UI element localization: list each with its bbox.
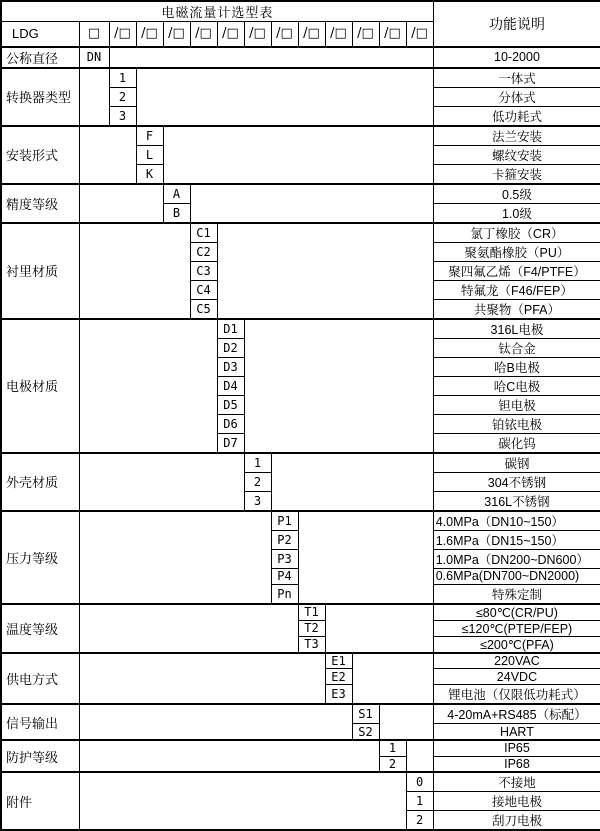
- model-prefix: LDG: [1, 22, 79, 47]
- desc-cell: ≤120℃(PTEP/FEP): [433, 620, 600, 636]
- desc-cell: IP65: [433, 740, 600, 756]
- model-box: /□: [298, 22, 325, 47]
- spacer-cell: [79, 740, 379, 772]
- spacer-cell: [325, 604, 433, 653]
- desc-cell: 刮刀电极: [433, 811, 600, 831]
- code-cell: P2: [271, 530, 298, 549]
- desc-cell: 4.0MPa（DN10~150）: [433, 511, 600, 531]
- code-cell: K: [136, 164, 163, 184]
- code-cell: Pn: [271, 584, 298, 604]
- code-cell: 1: [379, 740, 406, 756]
- desc-cell: 分体式: [433, 87, 600, 106]
- model-box: /□: [217, 22, 244, 47]
- desc-cell: 不接地: [433, 772, 600, 792]
- desc-cell: 316L不锈钢: [433, 491, 600, 511]
- code-cell: 2: [244, 472, 271, 491]
- code-cell: 1: [406, 792, 433, 811]
- desc-cell: 碳钢: [433, 453, 600, 473]
- category-label-power: 供电方式: [1, 653, 79, 705]
- spacer-cell: [79, 511, 271, 604]
- code-cell: C3: [190, 261, 217, 280]
- desc-cell: HART: [433, 724, 600, 740]
- desc-cell: 钛合金: [433, 338, 600, 357]
- code-cell: L: [136, 145, 163, 164]
- code-cell: F: [136, 126, 163, 146]
- desc-cell: 1.0MPa（DN200~DN600）: [433, 549, 600, 568]
- category-label-accessories: 附件: [1, 772, 79, 830]
- spacer-cell: [244, 319, 433, 453]
- code-cell: D3: [217, 357, 244, 376]
- function-desc-header: 功能说明: [433, 1, 600, 47]
- model-box: /□: [406, 22, 433, 47]
- code-cell: 0: [406, 772, 433, 792]
- category-label-accuracy: 精度等级: [1, 184, 79, 223]
- desc-cell: 接地电极: [433, 792, 600, 811]
- desc-cell: 特氟龙（F46/FEP）: [433, 280, 600, 299]
- code-cell: 1: [109, 68, 136, 88]
- code-cell: D4: [217, 376, 244, 395]
- desc-cell: 0.6MPa(DN700~DN2000): [433, 568, 600, 584]
- desc-cell: 螺纹安装: [433, 145, 600, 164]
- category-label-pressure: 压力等级: [1, 511, 79, 604]
- code-cell: D5: [217, 395, 244, 414]
- model-box: /□: [325, 22, 352, 47]
- code-cell: C2: [190, 242, 217, 261]
- desc-cell: 法兰安装: [433, 126, 600, 146]
- desc-cell: 哈C电极: [433, 376, 600, 395]
- spacer-cell: [79, 319, 217, 453]
- spacer-cell: [79, 604, 298, 653]
- category-label-diameter: 公称直径: [1, 47, 79, 68]
- spacer-cell: [136, 68, 433, 126]
- spacer-cell: [79, 68, 109, 126]
- code-cell: E1: [325, 653, 352, 669]
- spacer-cell: [79, 126, 136, 184]
- spacer-cell: [79, 653, 325, 705]
- category-label-temperature: 温度等级: [1, 604, 79, 653]
- spacer-cell: [163, 126, 433, 184]
- model-box: /□: [271, 22, 298, 47]
- code-cell: P3: [271, 549, 298, 568]
- model-box: □: [79, 22, 109, 47]
- desc-cell: 一体式: [433, 68, 600, 88]
- code-cell: S1: [352, 704, 379, 724]
- model-box: /□: [163, 22, 190, 47]
- code-cell: 2: [109, 87, 136, 106]
- spacer-cell: [79, 772, 406, 830]
- code-cell: P4: [271, 568, 298, 584]
- desc-cell: 220VAC: [433, 653, 600, 669]
- code-cell: E2: [325, 669, 352, 685]
- code-cell: E3: [325, 685, 352, 705]
- code-cell: T1: [298, 604, 325, 621]
- spacer-cell: [271, 453, 433, 511]
- desc-cell: 聚四氟乙烯（F4/PTFE）: [433, 261, 600, 280]
- desc-cell: 24VDC: [433, 669, 600, 685]
- desc-cell: 哈B电极: [433, 357, 600, 376]
- spacer-cell: [79, 223, 190, 319]
- table-title: 电磁流量计选型表: [1, 1, 433, 22]
- desc-cell: IP68: [433, 756, 600, 772]
- desc-cell: 锂电池（仅限低功耗式）: [433, 685, 600, 705]
- code-cell: S2: [352, 724, 379, 740]
- desc-cell: ≤80℃(CR/PU): [433, 604, 600, 621]
- desc-cell: 共聚物（PFA）: [433, 299, 600, 319]
- code-cell: D1: [217, 319, 244, 339]
- code-cell: T3: [298, 636, 325, 653]
- desc-cell: 1.0级: [433, 203, 600, 223]
- spacer-cell: [352, 653, 433, 705]
- code-cell: A: [163, 184, 190, 204]
- code-cell: C1: [190, 223, 217, 243]
- spacer-cell: [190, 184, 433, 223]
- desc-cell: 聚氨酯橡胶（PU）: [433, 242, 600, 261]
- category-label-installation: 安装形式: [1, 126, 79, 184]
- code-cell: P1: [271, 511, 298, 531]
- category-label-protection: 防护等级: [1, 740, 79, 772]
- spacer-cell: [109, 47, 433, 68]
- desc-cell: 氯丁橡胶（CR）: [433, 223, 600, 243]
- desc-cell: 304不锈钢: [433, 472, 600, 491]
- model-box: /□: [352, 22, 379, 47]
- model-box: /□: [244, 22, 271, 47]
- category-label-electrode: 电极材质: [1, 319, 79, 453]
- code-cell: 2: [379, 756, 406, 772]
- spacer-cell: [217, 223, 433, 319]
- code-cell: B: [163, 203, 190, 223]
- category-label-lining: 衬里材质: [1, 223, 79, 319]
- code-cell: D6: [217, 414, 244, 433]
- spacer-cell: [298, 511, 433, 604]
- spacer-cell: [79, 704, 352, 740]
- desc-cell: 碳化钨: [433, 433, 600, 453]
- spacer-cell: [406, 740, 433, 772]
- desc-cell: ≤200℃(PFA): [433, 636, 600, 653]
- model-box: /□: [190, 22, 217, 47]
- desc-cell: 10-2000: [433, 47, 600, 68]
- code-cell: 2: [406, 811, 433, 831]
- code-cell: 1: [244, 453, 271, 473]
- category-label-converter-type: 转换器类型: [1, 68, 79, 126]
- code-cell: T2: [298, 620, 325, 636]
- code-cell: D2: [217, 338, 244, 357]
- model-box: /□: [136, 22, 163, 47]
- desc-cell: 4-20mA+RS485（标配）: [433, 704, 600, 724]
- desc-cell: 0.5级: [433, 184, 600, 204]
- code-cell: D7: [217, 433, 244, 453]
- code-cell: 3: [244, 491, 271, 511]
- desc-cell: 1.6MPa（DN15~150）: [433, 530, 600, 549]
- code-cell: 3: [109, 106, 136, 126]
- desc-cell: 特殊定制: [433, 584, 600, 604]
- desc-cell: 钽电极: [433, 395, 600, 414]
- spacer-cell: [379, 704, 433, 740]
- spacer-cell: [79, 453, 244, 511]
- desc-cell: 铂铱电极: [433, 414, 600, 433]
- desc-cell: 低功耗式: [433, 106, 600, 126]
- code-cell: C5: [190, 299, 217, 319]
- desc-cell: 316L电极: [433, 319, 600, 339]
- desc-cell: 卡箍安装: [433, 164, 600, 184]
- category-label-housing: 外壳材质: [1, 453, 79, 511]
- code-cell: C4: [190, 280, 217, 299]
- model-box: /□: [109, 22, 136, 47]
- spacer-cell: [79, 184, 163, 223]
- category-label-signal: 信号输出: [1, 704, 79, 740]
- code-cell: DN: [79, 47, 109, 68]
- model-box: /□: [379, 22, 406, 47]
